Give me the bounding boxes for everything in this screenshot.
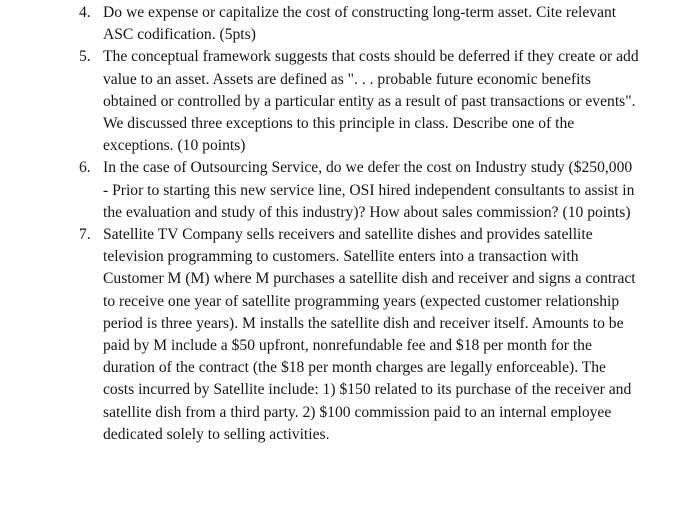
question-item bbox=[79, 46, 639, 157]
question-number: 5. bbox=[79, 48, 91, 66]
question-item bbox=[79, 157, 639, 224]
question-number: 4. bbox=[79, 4, 91, 21]
question-list bbox=[79, 2, 639, 446]
question-number: 6. bbox=[79, 159, 91, 177]
question-text: Satellite TV Company sells receivers and satellite dishes and provides satellite television programming to customers. Satellite enters into a transaction with Customer M (M) where M purchases a satellite dish and receiver and signs a contract to receive one year of satellite programming years (expected customer relationship period is three years). M installs the satellite dish and receiver itself. Amounts to be paid by M include a $50 upfront, nonrefundable fee and $18 per month for the duration of the contract (the $18 per month charges are legally enforceable). The costs incurred by Satellite include: 1) $150 related to its purchase of the receiver and satellite dish from a third party. 2) $100 commission paid to an internal employee dedicated solely to selling activities. bbox=[103, 226, 636, 443]
question-item bbox=[79, 224, 639, 446]
question-item bbox=[79, 2, 639, 46]
question-text: The conceptual framework suggests that costs should be deferred if they create or add value to an asset. Assets are defined as ". . . probable future economic benefits obtained or controlled by a particular entity as a result of past transactions or events". We discussed three exceptions to this principle in class. Describe one of the exceptions. (10 points) bbox=[103, 48, 639, 155]
question-text: Do we expense or capitalize the cost of constructing long-term asset. Cite relevant ASC codification. (5pts) bbox=[103, 4, 617, 44]
question-number: 7. bbox=[79, 226, 91, 244]
question-text: In the case of Outsourcing Service, do we defer the cost on Industry study ($250,000 - Prior to starting this new service line, OSI hired independent consultants to assist in the evaluation and study of this industry)? How about sales commission? (10 points) bbox=[103, 159, 635, 221]
